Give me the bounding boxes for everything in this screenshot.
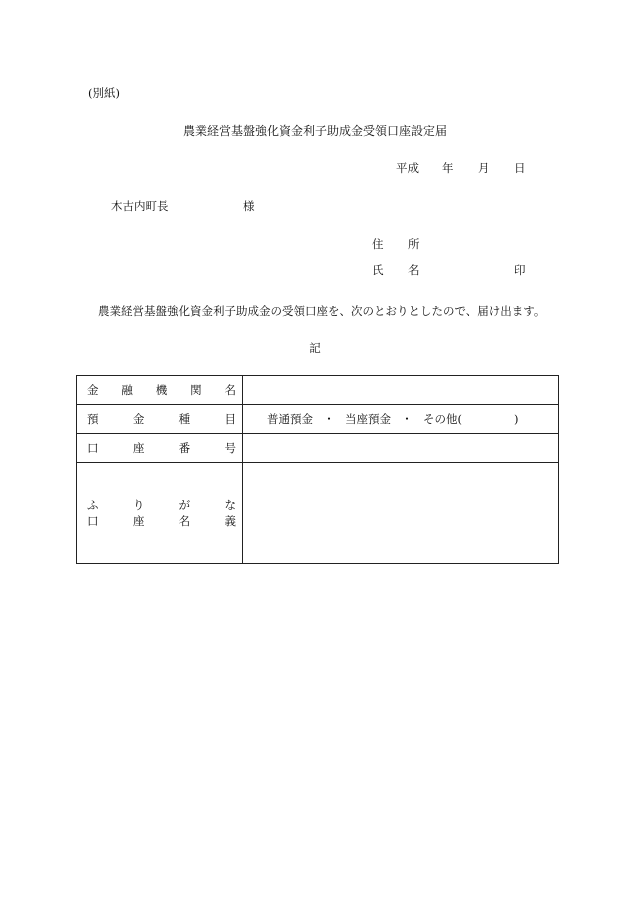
label-char: な bbox=[224, 498, 236, 512]
label-char: 口 bbox=[87, 441, 99, 455]
label-char: 名 bbox=[178, 514, 191, 528]
deposit-type-label bbox=[77, 405, 243, 434]
ki-heading: 記 bbox=[309, 341, 321, 355]
label-char: 座 bbox=[132, 514, 145, 528]
option-current-deposit[interactable]: 当座預金 bbox=[345, 412, 391, 426]
addressee-honorific: 様 bbox=[243, 199, 255, 213]
account-holder-label bbox=[77, 463, 243, 564]
table-row bbox=[77, 434, 559, 463]
account-number-label bbox=[77, 434, 243, 463]
addressee-name: 木古内町長 bbox=[111, 199, 169, 213]
table-row bbox=[77, 405, 559, 434]
label-char: 座 bbox=[132, 441, 145, 455]
label-char: が bbox=[178, 498, 191, 512]
address-label-char-1: 住 bbox=[372, 237, 384, 251]
date-era: 平成 bbox=[396, 161, 419, 175]
label-char: 金 bbox=[132, 412, 145, 426]
option-other[interactable]: その他( bbox=[423, 412, 462, 426]
table-row bbox=[77, 463, 559, 564]
option-other-close: ) bbox=[514, 412, 519, 426]
date-month: 月 bbox=[478, 161, 490, 175]
body-text: 農業経営基盤強化資金利子助成金の受領口座を、次のとおりとしたので、届け出ます。 bbox=[98, 304, 546, 318]
option-separator: ・ bbox=[323, 412, 335, 426]
date-line bbox=[396, 160, 526, 176]
label-char: り bbox=[132, 498, 145, 512]
account-holder-field[interactable] bbox=[243, 463, 559, 564]
name-label-char-1: 氏 bbox=[372, 263, 384, 277]
label-char: 関 bbox=[190, 383, 202, 397]
document-title: 農業経営基盤強化資金利子助成金受領口座設定届 bbox=[182, 124, 447, 138]
account-form-table bbox=[76, 375, 559, 564]
label-char: 預 bbox=[87, 412, 99, 426]
label-char: 融 bbox=[121, 383, 133, 397]
label-char: 名 bbox=[224, 383, 236, 397]
address-label-char-2: 所 bbox=[408, 237, 420, 251]
label-char: ふ bbox=[87, 498, 99, 512]
option-separator: ・ bbox=[401, 412, 413, 426]
name-label-char-2: 名 bbox=[408, 263, 420, 277]
label-char: 番 bbox=[178, 441, 191, 455]
financial-institution-field[interactable] bbox=[243, 376, 559, 405]
seal-mark: 印 bbox=[514, 263, 526, 277]
applicant-address-label bbox=[372, 236, 420, 252]
label-char: 機 bbox=[155, 383, 168, 397]
account-number-field[interactable] bbox=[243, 434, 559, 463]
deposit-type-field[interactable] bbox=[243, 405, 559, 434]
label-char: 種 bbox=[178, 412, 191, 426]
label-char: 金 bbox=[87, 383, 99, 397]
date-year: 年 bbox=[442, 161, 454, 175]
label-char: 目 bbox=[224, 412, 236, 426]
appendix-label: (別紙) bbox=[88, 86, 120, 100]
label-char: 号 bbox=[224, 441, 236, 455]
applicant-name-label bbox=[372, 262, 420, 278]
option-ordinary-deposit[interactable]: 普通預金 bbox=[267, 412, 313, 426]
label-char: 口 bbox=[87, 514, 99, 528]
label-char: 義 bbox=[224, 514, 236, 528]
table-row bbox=[77, 376, 559, 405]
financial-institution-label bbox=[77, 376, 243, 405]
date-day: 日 bbox=[514, 161, 526, 175]
